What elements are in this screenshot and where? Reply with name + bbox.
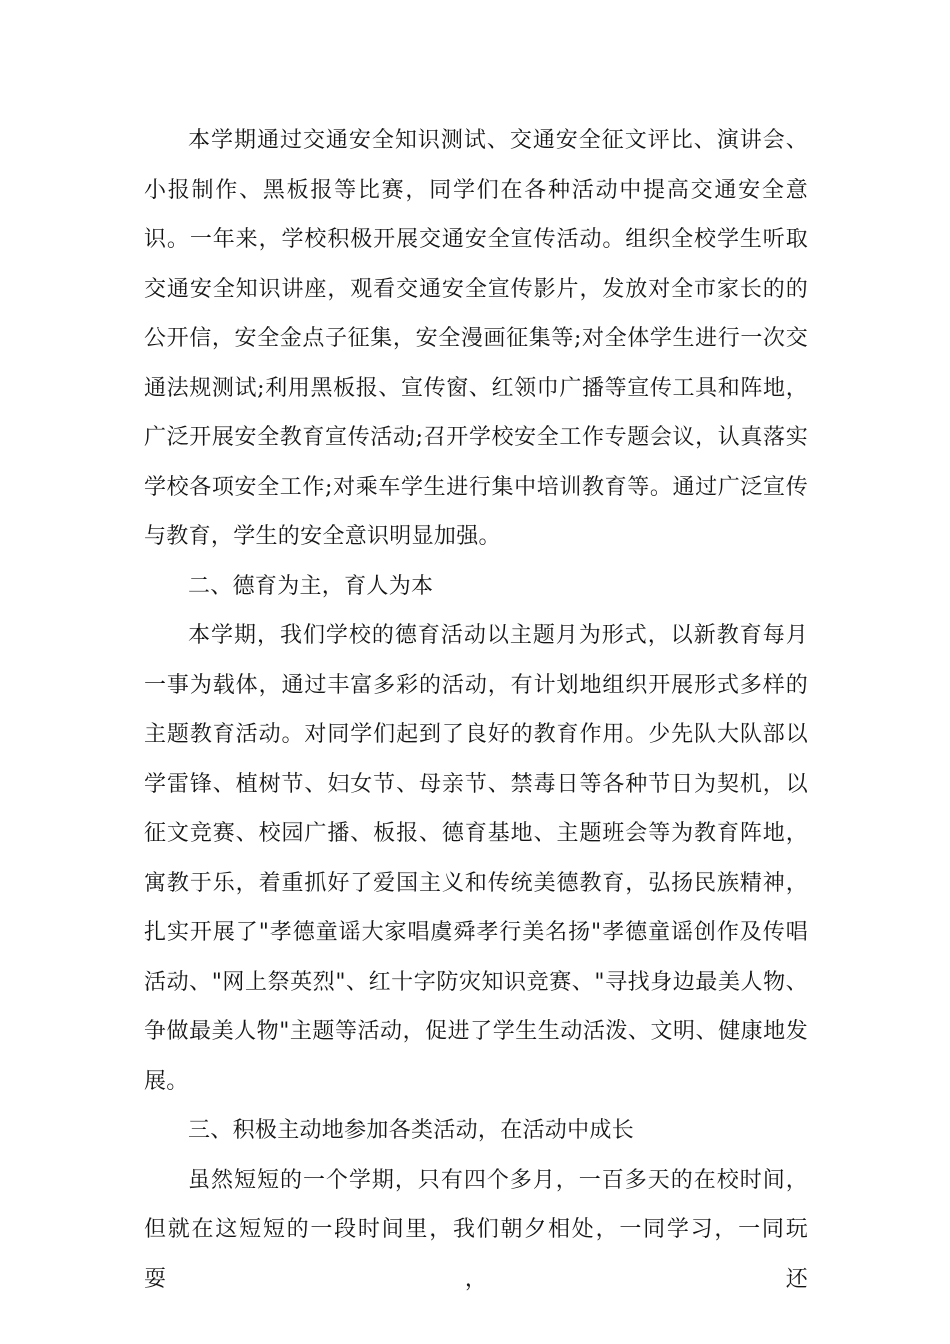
paragraph-traffic-safety: 本学期通过交通安全知识测试、交通安全征文评比、演讲会、小报制作、黑板报等比赛，同学们在各种活动中提高交通安全意识。一年来，学校积极开展交通安全宣传活动。组织全校学生听取交通安全知识讲座，观看交通安全宣传影片，发放对全市家长的的公开信，安全金点子征集，安全漫画征集等;对全体学生进行一次交通法规测试;利用黑板报、宣传窗、红领巾广播等宣传工具和阵地，广泛开展安全教育宣传活动;召开学校安全工作专题会议，认真落实学校各项安全工作;对乘车学生进行集中培训教育等。通过广泛宣传与教育，学生的安全意识明显加强。 (144, 128, 808, 549)
document-body (144, 116, 808, 1304)
paragraph-activities: 虽然短短的一个学期，只有四个多月，一百多天的在校时间，但就在这短短的一段时间里，我们朝夕相处，一同学习，一同玩耍，还 (144, 1167, 808, 1292)
heading-activities: 三、积极主动地参加各类活动，在活动中成长 (188, 1118, 635, 1143)
paragraph-moral-education: 本学期，我们学校的德育活动以主题月为形式，以新教育每月一事为载体，通过丰富多彩的活动，有计划地组织开展形式多样的主题教育活动。对同学们起到了良好的教育作用。少先队大队部以学雷锋、植树节、妇女节、母亲节、禁毒日等各种节日为契机，以征文竞赛、校园广播、板报、德育基地、主题班会等为教育阵地，寓教于乐，着重抓好了爱国主义和传统美德教育，弘扬民族精神，扎实开展了"孝德童谣大家唱虞舜孝行美名扬"孝德童谣创作及传唱活动、"网上祭英烈"、红十字防灾知识竞赛、"寻找身边最美人物、争做最美人物"主题等活动，促进了学生生动活泼、文明、健康地发展。 (144, 623, 808, 1094)
heading-moral-education: 二、德育为主，育人为本 (188, 573, 434, 599)
